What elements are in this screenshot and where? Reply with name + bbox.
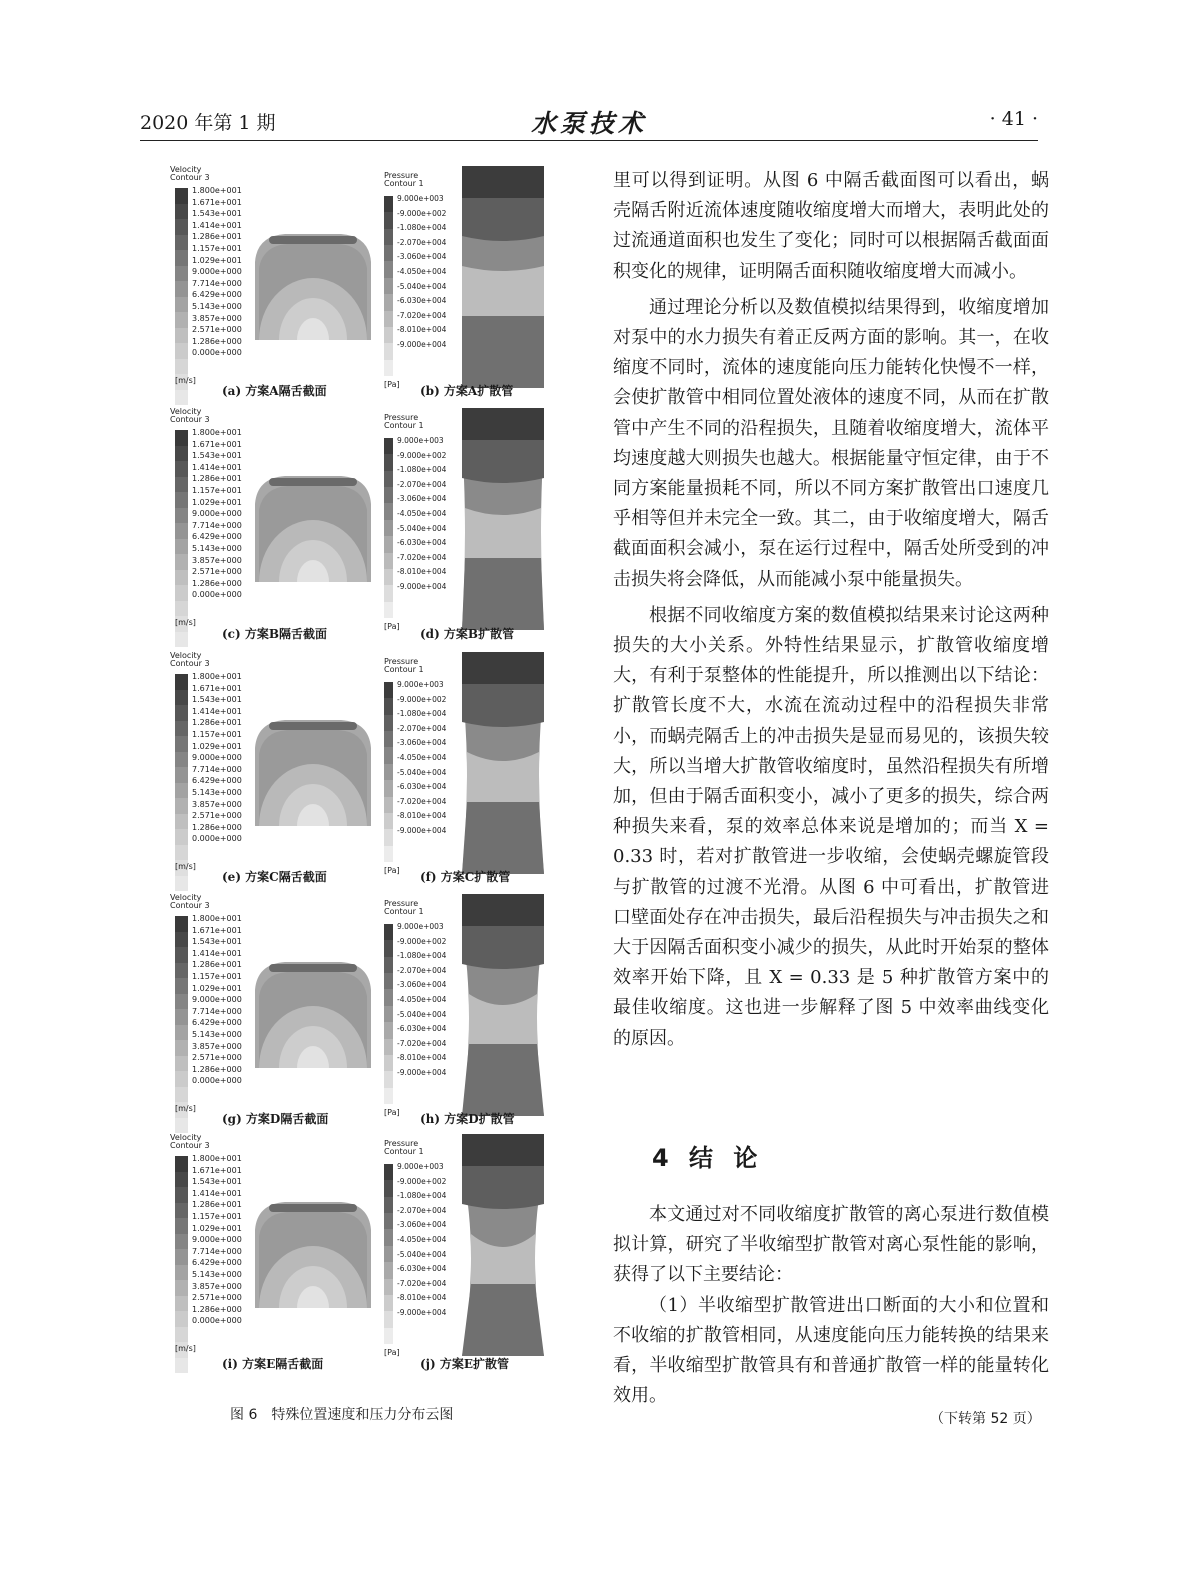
velocity-ticks <box>192 427 242 601</box>
velocity-tick: 1.800e+001 <box>192 672 242 681</box>
velocity-tick: 1.286e+000 <box>192 336 242 346</box>
pressure-unit: [Pa] <box>384 1348 400 1357</box>
pressure-colorbar <box>384 682 393 862</box>
pressure-tick: -2.070e+004 <box>397 479 447 489</box>
velocity-tick: 1.157e+001 <box>192 243 242 253</box>
velocity-tick: 5.143e+000 <box>192 1269 242 1279</box>
velocity-legend-title: Velocity <box>170 1133 202 1142</box>
velocity-tick: 1.671e+001 <box>192 683 242 693</box>
velocity-tick: 1.029e+001 <box>192 255 242 265</box>
pressure-tick: -3.060e+004 <box>397 1220 447 1230</box>
velocity-tick: 3.857e+000 <box>192 313 242 323</box>
velocity-tick: 1.800e+001 <box>192 186 242 195</box>
pressure-tick: -5.040e+004 <box>397 281 447 291</box>
paragraph-4: 本文通过对不同收缩度扩散管的离心泵进行数值模拟计算，研究了半收缩型扩散管对离心泵性能的影响，获得了以下主要结论： <box>613 1204 1049 1286</box>
pressure-tick: -5.040e+004 <box>397 1009 447 1019</box>
pressure-tick: -8.010e+004 <box>397 567 447 577</box>
paragraph-5: （1）半收缩型扩散管进出口断面的大小和位置和不收缩的扩散管相同，从速度能向压力能转换的结果来看，半收缩型扩散管具有和普通扩散管一样的能量转化效用。 <box>613 1294 1049 1407</box>
velocity-tick: 6.429e+000 <box>192 776 242 786</box>
pressure-tick: -8.010e+004 <box>397 1293 447 1303</box>
velocity-tick: 1.029e+001 <box>192 741 242 751</box>
velocity-ticks <box>192 671 242 845</box>
pressure-tick: -4.050e+004 <box>397 994 447 1004</box>
pressure-colorbar <box>384 924 393 1104</box>
pressure-tick: -4.050e+004 <box>397 266 447 276</box>
velocity-tick: 1.800e+001 <box>192 428 242 437</box>
pressure-legend-title: Pressure <box>384 899 419 908</box>
pressure-legend-title: Pressure <box>384 1139 419 1148</box>
pressure-tick: -3.060e+004 <box>397 980 447 990</box>
text-column <box>613 166 1049 1054</box>
velocity-tick: 9.000e+000 <box>192 267 242 277</box>
pressure-tick: -8.010e+004 <box>397 811 447 821</box>
velocity-unit: [m/s] <box>175 376 196 385</box>
pressure-tick: -6.030e+004 <box>397 1024 447 1034</box>
velocity-tick: 0.000e+000 <box>192 348 242 358</box>
panel-caption-left: (i) 方案E隔舌截面 <box>222 1357 324 1371</box>
header-rule <box>140 140 1038 141</box>
pressure-unit: [Pa] <box>384 1108 400 1117</box>
pressure-tick: 9.000e+003 <box>397 436 444 445</box>
velocity-tick: 6.429e+000 <box>192 1018 242 1028</box>
figure-panel <box>170 408 554 636</box>
velocity-unit: [m/s] <box>175 862 196 871</box>
velocity-tick: 0.000e+000 <box>192 590 242 600</box>
pressure-tick: -1.080e+004 <box>397 951 447 961</box>
pressure-tick: -4.050e+004 <box>397 752 447 762</box>
velocity-ticks <box>192 913 242 1087</box>
velocity-tick: 1.286e+001 <box>192 718 242 728</box>
velocity-tick: 1.414e+001 <box>192 948 242 958</box>
pressure-legend-sub: Contour 1 <box>384 1147 424 1156</box>
velocity-tick: 1.286e+001 <box>192 232 242 242</box>
velocity-tick: 9.000e+000 <box>192 509 242 519</box>
pressure-tick: -9.000e+004 <box>397 581 447 591</box>
diffuser-contour <box>462 408 544 630</box>
velocity-legend-sub: Contour 3 <box>170 1141 210 1150</box>
pressure-tick: 9.000e+003 <box>397 680 444 689</box>
velocity-tick: 9.000e+000 <box>192 995 242 1005</box>
pressure-tick: -9.000e+004 <box>397 1307 447 1317</box>
pressure-colorbar <box>384 438 393 618</box>
page-number: · 41 · <box>989 108 1038 130</box>
pressure-legend-sub: Contour 1 <box>384 179 424 188</box>
velocity-tick: 9.000e+000 <box>192 1235 242 1245</box>
pressure-colorbar <box>384 196 393 376</box>
velocity-tick: 1.029e+001 <box>192 1223 242 1233</box>
pressure-tick: -1.080e+004 <box>397 223 447 233</box>
pressure-legend-sub: Contour 1 <box>384 421 424 430</box>
velocity-tick: 5.143e+000 <box>192 787 242 797</box>
pressure-ticks <box>397 192 446 353</box>
pressure-tick: 9.000e+003 <box>397 922 444 931</box>
panel-caption-right: (h) 方案D扩散管 <box>420 1112 515 1126</box>
pressure-tick: -3.060e+004 <box>397 494 447 504</box>
diffuser-contour <box>462 652 544 874</box>
velocity-colorbar <box>175 188 188 374</box>
velocity-tick: 1.286e+000 <box>192 822 242 832</box>
panel-caption-left: (e) 方案C隔舌截面 <box>222 870 327 884</box>
pressure-tick: -9.000e+002 <box>397 936 447 946</box>
pressure-tick: -9.000e+002 <box>397 1176 447 1186</box>
pressure-ticks <box>397 434 446 595</box>
velocity-legend-title: Velocity <box>170 407 202 416</box>
panel-caption-left: (c) 方案B隔舌截面 <box>222 627 327 641</box>
panel-caption-left: (g) 方案D隔舌截面 <box>222 1112 329 1126</box>
velocity-tick: 1.286e+000 <box>192 1304 242 1314</box>
pressure-unit: [Pa] <box>384 380 400 389</box>
pressure-tick: -3.060e+004 <box>397 738 447 748</box>
velocity-tick: 9.000e+000 <box>192 753 242 763</box>
velocity-tick: 3.857e+000 <box>192 799 242 809</box>
velocity-legend-sub: Contour 3 <box>170 901 210 910</box>
pressure-tick: -9.000e+002 <box>397 450 447 460</box>
diffuser-contour <box>462 1134 544 1356</box>
pressure-colorbar <box>384 1164 393 1344</box>
continued-note: （下转第 52 页） <box>930 1411 1041 1427</box>
velocity-tick: 2.571e+000 <box>192 1053 242 1063</box>
velocity-colorbar <box>175 916 188 1102</box>
velocity-tick: 1.543e+001 <box>192 451 242 461</box>
figure-panel <box>170 894 554 1122</box>
pressure-unit: [Pa] <box>384 622 400 631</box>
velocity-tick: 1.543e+001 <box>192 937 242 947</box>
panel-caption-right: (b) 方案A扩散管 <box>420 384 514 398</box>
velocity-tick: 1.414e+001 <box>192 1188 242 1198</box>
velocity-tick: 7.714e+000 <box>192 520 242 530</box>
pressure-tick: -7.020e+004 <box>397 552 447 562</box>
section-heading: 4 结 论 <box>652 1144 764 1172</box>
velocity-tick: 2.571e+000 <box>192 567 242 577</box>
panel-caption-left: (a) 方案A隔舌截面 <box>222 384 327 398</box>
velocity-tick: 1.671e+001 <box>192 925 242 935</box>
figure-panel <box>170 1134 554 1362</box>
velocity-tick: 7.714e+000 <box>192 1006 242 1016</box>
pressure-tick: -9.000e+004 <box>397 339 447 349</box>
pressure-tick: -9.000e+002 <box>397 208 447 218</box>
pressure-legend-title: Pressure <box>384 413 419 422</box>
velocity-ticks <box>192 1153 242 1327</box>
pressure-tick: -9.000e+002 <box>397 694 447 704</box>
velocity-tick: 1.543e+001 <box>192 1177 242 1187</box>
velocity-tick: 7.714e+000 <box>192 1246 242 1256</box>
pressure-tick: -3.060e+004 <box>397 252 447 262</box>
velocity-unit: [m/s] <box>175 1344 196 1353</box>
pressure-tick: -7.020e+004 <box>397 796 447 806</box>
velocity-tick: 3.857e+000 <box>192 555 242 565</box>
pressure-legend-sub: Contour 1 <box>384 665 424 674</box>
pressure-tick: -1.080e+004 <box>397 1191 447 1201</box>
velocity-legend-title: Velocity <box>170 651 202 660</box>
velocity-tick: 7.714e+000 <box>192 764 242 774</box>
tongue-section-contour <box>255 474 371 582</box>
velocity-tick: 1.286e+001 <box>192 474 242 484</box>
velocity-tick: 6.429e+000 <box>192 1258 242 1268</box>
pressure-tick: -1.080e+004 <box>397 709 447 719</box>
diffuser-contour <box>462 894 544 1116</box>
velocity-tick: 0.000e+000 <box>192 834 242 844</box>
velocity-tick: 2.571e+000 <box>192 325 242 335</box>
figure-caption: 图 6 特殊位置速度和压力分布云图 <box>230 1407 454 1423</box>
journal-title: 水泵技术 <box>530 109 647 138</box>
pressure-tick: -7.020e+004 <box>397 1038 447 1048</box>
velocity-tick: 1.286e+000 <box>192 1064 242 1074</box>
pressure-tick: -7.020e+004 <box>397 310 447 320</box>
pressure-legend-title: Pressure <box>384 657 419 666</box>
velocity-tick: 1.543e+001 <box>192 695 242 705</box>
pressure-tick: -5.040e+004 <box>397 523 447 533</box>
pressure-tick: -2.070e+004 <box>397 237 447 247</box>
pressure-tick: -2.070e+004 <box>397 965 447 975</box>
pressure-tick: -5.040e+004 <box>397 767 447 777</box>
velocity-unit: [m/s] <box>175 1104 196 1113</box>
pressure-tick: -9.000e+004 <box>397 825 447 835</box>
velocity-legend-title: Velocity <box>170 893 202 902</box>
page-header <box>140 104 1038 138</box>
velocity-colorbar <box>175 674 188 860</box>
velocity-tick: 2.571e+000 <box>192 811 242 821</box>
pressure-tick: -6.030e+004 <box>397 1264 447 1274</box>
velocity-tick: 1.671e+001 <box>192 439 242 449</box>
pressure-tick: -5.040e+004 <box>397 1249 447 1259</box>
velocity-unit: [m/s] <box>175 618 196 627</box>
velocity-legend-sub: Contour 3 <box>170 659 210 668</box>
pressure-tick: -8.010e+004 <box>397 1053 447 1063</box>
velocity-tick: 7.714e+000 <box>192 278 242 288</box>
panel-caption-right: (d) 方案B扩散管 <box>420 627 515 641</box>
velocity-tick: 1.157e+001 <box>192 1211 242 1221</box>
velocity-tick: 1.671e+001 <box>192 197 242 207</box>
panel-caption-right: (f) 方案C扩散管 <box>420 870 511 884</box>
pressure-tick: -6.030e+004 <box>397 538 447 548</box>
velocity-tick: 3.857e+000 <box>192 1281 242 1291</box>
velocity-tick: 1.157e+001 <box>192 971 242 981</box>
velocity-tick: 1.414e+001 <box>192 220 242 230</box>
pressure-unit: [Pa] <box>384 866 400 875</box>
issue-label: 2020 年第 1 期 <box>140 112 276 134</box>
velocity-tick: 1.543e+001 <box>192 209 242 219</box>
tongue-section-contour <box>255 718 371 826</box>
velocity-tick: 1.800e+001 <box>192 1154 242 1163</box>
paragraph-3: 根据不同收缩度方案的数值模拟结果来讨论这两种损失的大小关系。外特性结果显示，扩散管收缩度增大，有利于泵整体的性能提升，所以推测出以下结论：扩散管长度不大，水流在流动过程中的沿程损失非常小，而蜗壳隔舌上的冲击损失是显而易见的，该损失较大，所以当增大扩散管收缩度时，虽然沿程损失有所增加，但由于隔舌面积变小，减小了更多的损失，综合两种损失来看，泵的效率总体来说是增加的；而当 X = 0.33 时，若对扩散管进一步收缩，会使蜗壳螺旋管段与扩散管的过渡不光滑。从图 6 中可看出，扩散管进口壁面处存在冲击损失，最后沿程损失与冲击损失之和大于因隔舌面积变小减少的损失，从此时开始泵的整体效率开始下降，且 X = 0.33 是 5 种扩散管方案中的最佳收缩度。这也进一步解释了图 5 中效率曲线变化的原因。 <box>613 604 1049 1049</box>
velocity-tick: 1.671e+001 <box>192 1165 242 1175</box>
panel-caption-right: (j) 方案E扩散管 <box>420 1357 510 1371</box>
velocity-tick: 1.414e+001 <box>192 462 242 472</box>
pressure-tick: -7.020e+004 <box>397 1278 447 1288</box>
velocity-tick: 1.286e+001 <box>192 960 242 970</box>
pressure-legend-title: Pressure <box>384 171 419 180</box>
pressure-tick: -6.030e+004 <box>397 782 447 792</box>
velocity-tick: 1.286e+001 <box>192 1200 242 1210</box>
conclusion-column <box>613 1200 1049 1411</box>
paragraph-2: 通过理论分析以及数值模拟结果得到，收缩度增加对泵中的水力损失有着正反两方面的影响。其一，在收缩度不同时，流体的速度能向压力能转化快慢不一样，会使扩散管中相同位置处液体的速度不同，从而在扩散管中产生不同的沿程损失，且随着收缩度增大，流体平均速度越大则损失也越大。根据能量守恒定律，由于不同方案能量损耗不同，所以不同方案扩散管出口速度几乎相等但并未完全一致。其二，由于收缩度增大，隔舌截面面积会减小，泵在运行过程中，隔舌处所受到的冲击损失将会降低，从而能减小泵中能量损失。 <box>613 296 1049 590</box>
tongue-section-contour <box>255 960 371 1068</box>
pressure-tick: -9.000e+004 <box>397 1067 447 1077</box>
paragraph-1: 里可以得到证明。从图 6 中隔舌截面图可以看出，蜗壳隔舌附近流体速度随收缩度增大而增大，表明此处的过流通道面积也发生了变化；同时可以根据隔舌截面面积变化的规律，证明隔舌面积随收缩度增大而减小。 <box>613 170 1049 282</box>
velocity-tick: 5.143e+000 <box>192 301 242 311</box>
velocity-tick: 5.143e+000 <box>192 543 242 553</box>
pressure-ticks <box>397 1160 446 1321</box>
velocity-tick: 1.157e+001 <box>192 485 242 495</box>
velocity-tick: 6.429e+000 <box>192 290 242 300</box>
velocity-tick: 0.000e+000 <box>192 1076 242 1086</box>
pressure-ticks <box>397 678 446 839</box>
pressure-tick: -1.080e+004 <box>397 465 447 475</box>
velocity-tick: 2.571e+000 <box>192 1293 242 1303</box>
pressure-tick: -4.050e+004 <box>397 1234 447 1244</box>
velocity-tick: 1.029e+001 <box>192 983 242 993</box>
pressure-legend-sub: Contour 1 <box>384 907 424 916</box>
pressure-tick: 9.000e+003 <box>397 194 444 203</box>
velocity-tick: 6.429e+000 <box>192 532 242 542</box>
velocity-tick: 0.000e+000 <box>192 1316 242 1326</box>
velocity-legend-sub: Contour 3 <box>170 415 210 424</box>
pressure-tick: 9.000e+003 <box>397 1162 444 1171</box>
pressure-tick: -2.070e+004 <box>397 723 447 733</box>
velocity-ticks <box>192 185 242 359</box>
figure-panel <box>170 652 554 880</box>
figure-panel <box>170 166 554 394</box>
tongue-section-contour <box>255 232 371 340</box>
tongue-section-contour <box>255 1200 371 1308</box>
pressure-tick: -6.030e+004 <box>397 296 447 306</box>
velocity-tick: 1.414e+001 <box>192 706 242 716</box>
velocity-tick: 5.143e+000 <box>192 1029 242 1039</box>
pressure-tick: -4.050e+004 <box>397 508 447 518</box>
velocity-tick: 1.286e+000 <box>192 578 242 588</box>
velocity-tick: 3.857e+000 <box>192 1041 242 1051</box>
pressure-ticks <box>397 920 446 1081</box>
velocity-tick: 1.029e+001 <box>192 497 242 507</box>
velocity-colorbar <box>175 430 188 616</box>
pressure-tick: -2.070e+004 <box>397 1205 447 1215</box>
velocity-legend-title: Velocity <box>170 165 202 174</box>
velocity-legend-sub: Contour 3 <box>170 173 210 182</box>
diffuser-contour <box>462 166 544 388</box>
velocity-colorbar <box>175 1156 188 1342</box>
pressure-tick: -8.010e+004 <box>397 325 447 335</box>
velocity-tick: 1.157e+001 <box>192 729 242 739</box>
velocity-tick: 1.800e+001 <box>192 914 242 923</box>
